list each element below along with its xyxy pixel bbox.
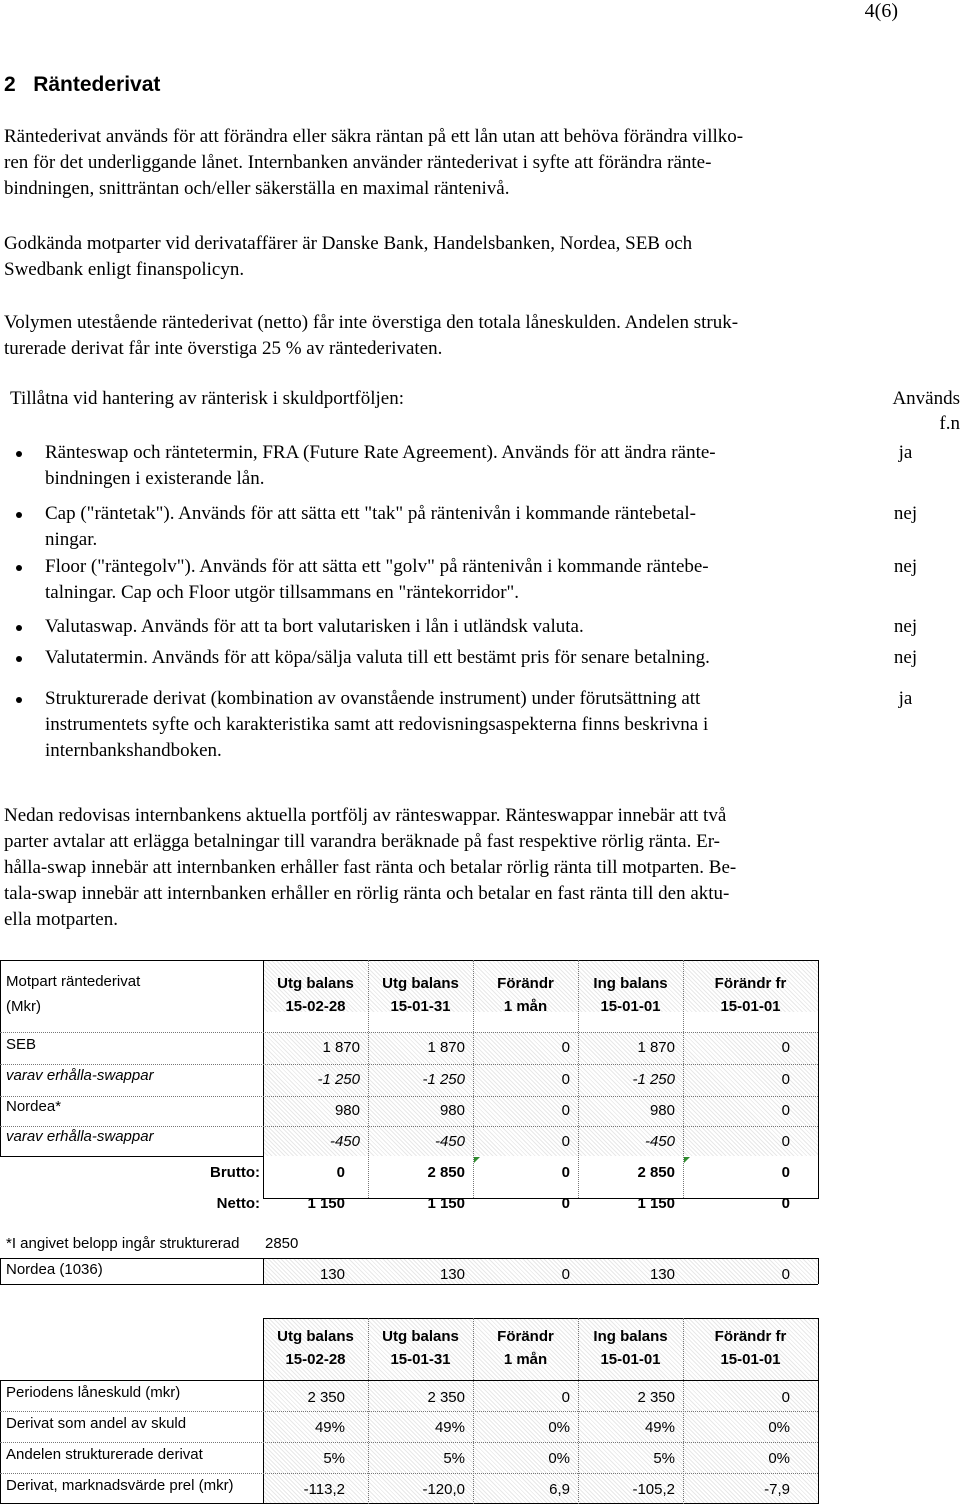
column-header: Förändr 1 mån bbox=[497, 1328, 554, 1368]
section-title: Räntederivat bbox=[33, 73, 161, 96]
row-label: SEB bbox=[6, 1036, 37, 1053]
bullet-icon bbox=[16, 656, 22, 662]
table-cell: 0 bbox=[561, 1071, 570, 1088]
list-item-text: Ränteswap och räntetermin, FRA (Future Rate Agreement). Används för att ändra ränte- bindningen i existerande lån. bbox=[45, 442, 716, 489]
list-item-used: nej bbox=[893, 503, 918, 524]
table-border-top bbox=[263, 1318, 819, 1319]
table-cell: 0 bbox=[781, 1039, 790, 1056]
table-cell: 980 bbox=[439, 1102, 465, 1119]
row-label: Derivat som andel av skuld bbox=[6, 1415, 187, 1432]
table-cell: 1 150 bbox=[307, 1195, 345, 1212]
volume-paragraph: Volymen utestående räntederivat (netto) får inte överstiga den totala låneskulden. Andelen struk- turerade derivat får inte överstiga 25 % av räntederivaten. bbox=[4, 312, 739, 359]
table-cell: 130 bbox=[439, 1266, 465, 1283]
footnote-label: *I angivet belopp ingår strukturerad bbox=[6, 1235, 240, 1252]
table-cell: 0 bbox=[781, 1195, 790, 1212]
table-cell: -450 bbox=[434, 1133, 465, 1150]
counterparty-table bbox=[0, 958, 820, 1288]
table-cell: -120,0 bbox=[422, 1481, 465, 1498]
table-border-right bbox=[818, 1318, 819, 1504]
table-cell: 6,9 bbox=[549, 1481, 570, 1498]
table-cell: 0% bbox=[768, 1419, 790, 1436]
list-item-text: Floor ("räntegolv"). Används för att sätta ett "golv" på räntenivån i kommande räntebe- talningar. Cap och Floor utgör tillsammans en "räntekorridor". bbox=[45, 556, 709, 603]
debt-ratio-table bbox=[0, 1318, 820, 1505]
list-item-used: ja bbox=[898, 688, 913, 709]
table-cell: 0% bbox=[548, 1450, 570, 1467]
list-item-used: nej bbox=[893, 556, 918, 577]
table-cell: 5% bbox=[653, 1450, 675, 1467]
table-cell: 0 bbox=[561, 1266, 570, 1283]
row-label: varav erhålla-swappar bbox=[6, 1067, 154, 1084]
table-cell: -1 250 bbox=[632, 1071, 675, 1088]
table-cell: 0 bbox=[561, 1164, 570, 1181]
table-cell: 1 870 bbox=[637, 1039, 675, 1056]
bullet-icon bbox=[16, 565, 22, 571]
table-cell: 49% bbox=[644, 1419, 675, 1436]
row-label: Nordea (1036) bbox=[6, 1261, 103, 1278]
table-cell: 2 350 bbox=[427, 1389, 465, 1406]
table-cell: -105,2 bbox=[632, 1481, 675, 1498]
brutto-label: Brutto: bbox=[210, 1164, 260, 1181]
list-item-text: Valutatermin. Används för att köpa/sälja valuta till ett bestämt pris för senare betalning. bbox=[45, 647, 710, 668]
table-cell: 0 bbox=[781, 1164, 790, 1181]
table-border-bottom bbox=[0, 1503, 818, 1504]
section-heading bbox=[4, 73, 160, 97]
table-cell: -1 250 bbox=[317, 1071, 360, 1088]
table-cell: 0 bbox=[781, 1389, 790, 1406]
table-cell: 2 850 bbox=[427, 1164, 465, 1181]
netto-label: Netto: bbox=[216, 1195, 260, 1212]
list-item-text: Strukturerade derivat (kombination av ovanstående instrument) under förutsättning att instrumentets syfte och karakteristika samt att redovisningsaspekterna finns beskrivna i internbankshandboken. bbox=[45, 688, 709, 761]
column-header: Utg balans 15-02-28 bbox=[277, 1328, 354, 1368]
column-header: Förändr 1 mån bbox=[497, 975, 554, 1015]
column-header: Ing balans 15-01-01 bbox=[593, 1328, 668, 1368]
table-cell: 5% bbox=[323, 1450, 345, 1467]
table-cell: 0 bbox=[561, 1102, 570, 1119]
table-cell: -7,9 bbox=[764, 1481, 790, 1498]
table-cell: 980 bbox=[334, 1102, 360, 1119]
table-cell: -450 bbox=[644, 1133, 675, 1150]
row-label: Periodens låneskuld (mkr) bbox=[6, 1384, 181, 1401]
bullet-icon bbox=[16, 451, 22, 457]
column-header: Ing balans 15-01-01 bbox=[593, 975, 668, 1015]
table-cell: 2 850 bbox=[637, 1164, 675, 1181]
table-cell: -113,2 bbox=[303, 1481, 345, 1498]
table-cell: 0% bbox=[548, 1419, 570, 1436]
table-cell: 1 870 bbox=[322, 1039, 360, 1056]
table-cell: 0 bbox=[336, 1164, 345, 1181]
bullet-icon bbox=[16, 512, 22, 518]
column-header: Förändr fr 15-01-01 bbox=[714, 975, 787, 1015]
table-cell: 2 350 bbox=[637, 1389, 675, 1406]
table-cell: 1 150 bbox=[427, 1195, 465, 1212]
used-column-header: Används f.n bbox=[892, 388, 960, 434]
corner-label: Motpart räntederivat bbox=[6, 973, 141, 990]
table-cell: 130 bbox=[649, 1266, 675, 1283]
intro-paragraph: Räntederivat används för att förändra eller säkra räntan på ett lån utan att behöva förändra villko- ren för det underliggande lånet. Internbanken använder räntederivat i syfte att förändra ränte- bindningen, snitträntan och/eller säkerställa en maximal räntenivå. bbox=[4, 126, 744, 199]
table-border-right bbox=[818, 960, 819, 1198]
bullet-icon bbox=[16, 697, 22, 703]
table-cell: 130 bbox=[319, 1266, 345, 1283]
table-cell: 0 bbox=[561, 1133, 570, 1150]
table-cell: 2 350 bbox=[307, 1389, 345, 1406]
column-header: Förändr fr 15-01-01 bbox=[714, 1328, 787, 1368]
table-cell: 0 bbox=[561, 1195, 570, 1212]
table-cell: 1 870 bbox=[427, 1039, 465, 1056]
list-item-text: Cap ("räntetak"). Används för att sätta ett "tak" på räntenivån i kommande räntebetal- ningar. bbox=[45, 503, 696, 550]
list-item-used: ja bbox=[898, 442, 913, 463]
table-cell: 0 bbox=[561, 1389, 570, 1406]
table-border-top bbox=[0, 960, 818, 961]
table-cell: 49% bbox=[434, 1419, 465, 1436]
table-cell: 0% bbox=[768, 1450, 790, 1467]
row-label: varav erhålla-swappar bbox=[6, 1128, 154, 1145]
row-label: Andelen strukturerade derivat bbox=[6, 1446, 203, 1463]
table-cell: 0 bbox=[561, 1039, 570, 1056]
label-bottom bbox=[0, 1156, 263, 1157]
bullet-icon bbox=[16, 625, 22, 631]
table-cell: 980 bbox=[649, 1102, 675, 1119]
table-cell: 0 bbox=[781, 1133, 790, 1150]
table-cell: 0 bbox=[781, 1266, 790, 1283]
swap-portfolio-paragraph: Nedan redovisas internbankens aktuella portfölj av ränteswappar. Ränteswappar innebär att två parter avtalar att erlägga betalningar till varandra beräknade på fast respektive rörlig ränta. Er- hålla-swap innebär att internbanken erhåller fast ränta och betalar rörlig ränta till motparten. Be- tala-swap innebär att internbanken erhåller en rörlig ränta och betalar en fast ränta till den aktu- ella motparten. bbox=[4, 805, 737, 930]
column-header: Utg balans 15-01-31 bbox=[382, 1328, 459, 1368]
footnote-value: 2850 bbox=[265, 1235, 299, 1252]
list-item-text: Valutaswap. Används för att ta bort valutarisken i lån i utländsk valuta. bbox=[45, 616, 584, 637]
nordea-right bbox=[818, 1258, 819, 1284]
list-item-used: nej bbox=[893, 616, 918, 637]
table-cell: 0 bbox=[781, 1071, 790, 1088]
table-cell: 49% bbox=[314, 1419, 345, 1436]
column-header: Utg balans 15-02-28 bbox=[277, 975, 354, 1015]
allowed-intro: Tillåtna vid hantering av ränterisk i skuldportföljen: bbox=[10, 388, 405, 409]
row-label: Derivat, marknadsvärde prel (mkr) bbox=[6, 1477, 234, 1494]
section-number: 2 bbox=[4, 73, 16, 96]
table-cell: 0 bbox=[781, 1102, 790, 1119]
page-number: 4(6) bbox=[864, 0, 898, 22]
counterparties-paragraph: Godkända motparter vid derivataffärer är Danske Bank, Handelsbanken, Nordea, SEB och Swedbank enligt finanspolicyn. bbox=[4, 233, 693, 280]
corner-unit: (Mkr) bbox=[6, 998, 41, 1015]
table-cell: -1 250 bbox=[422, 1071, 465, 1088]
column-header: Utg balans 15-01-31 bbox=[382, 975, 459, 1015]
table-cell: 5% bbox=[443, 1450, 465, 1467]
row-label: Nordea* bbox=[6, 1098, 62, 1115]
list-item-used: nej bbox=[893, 647, 918, 668]
table-cell: -450 bbox=[329, 1133, 360, 1150]
table-cell: 1 150 bbox=[637, 1195, 675, 1212]
